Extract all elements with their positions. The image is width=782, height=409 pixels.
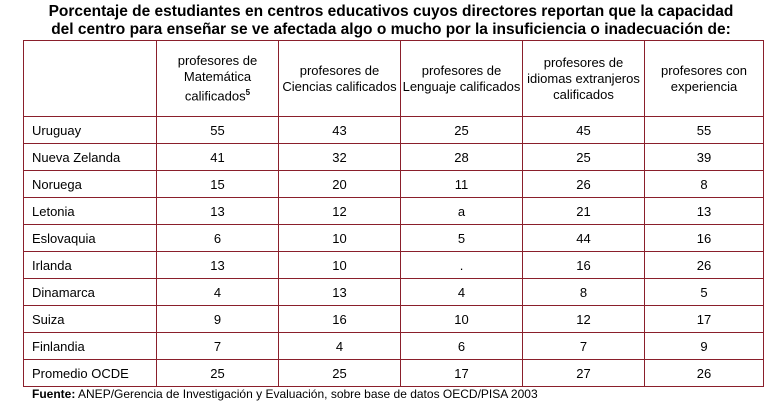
country-cell: Nueva Zelanda [24,144,157,171]
header-cell-science: profesores de Ciencias calificados [279,41,401,117]
value-cell: 5 [645,279,764,306]
value-cell: 13 [279,279,401,306]
value-cell: 21 [523,198,645,225]
value-cell: 55 [157,117,279,144]
table-row [24,279,764,306]
table-row [24,333,764,360]
value-cell: a [401,198,523,225]
value-cell: 4 [157,279,279,306]
country-cell: Uruguay [24,117,157,144]
value-cell: 45 [523,117,645,144]
country-cell: Noruega [24,171,157,198]
source-text: ANEP/Gerencia de Investigación y Evaluación, sobre base de datos OECD/PISA 2003 [75,387,538,401]
header-footnote: 5 [245,87,251,97]
value-cell: 4 [401,279,523,306]
value-cell: 26 [645,360,764,387]
value-cell: 27 [523,360,645,387]
value-cell: 39 [645,144,764,171]
value-cell: 8 [645,171,764,198]
header-row [24,41,764,117]
source-label: Fuente: [32,387,76,401]
value-cell: 17 [645,306,764,333]
value-cell: 16 [523,252,645,279]
value-cell: 5 [401,225,523,252]
value-cell: 11 [401,171,523,198]
value-cell: 55 [645,117,764,144]
value-cell: 17 [401,360,523,387]
value-cell: 16 [645,225,764,252]
value-cell: 20 [279,171,401,198]
header-math-label: profesores de Matemática calificados [177,52,258,104]
value-cell: 26 [645,252,764,279]
table-row [24,117,764,144]
country-cell: Irlanda [24,252,157,279]
value-cell: 13 [645,198,764,225]
value-cell: 25 [157,360,279,387]
value-cell: 25 [401,117,523,144]
header-cell-experience: profesores con experiencia [645,41,764,117]
value-cell: 12 [279,198,401,225]
table-row [24,144,764,171]
data-table [23,40,764,387]
header-cell-language: profesores de Lenguaje calificados [401,41,523,117]
value-cell: 10 [279,225,401,252]
value-cell: 32 [279,144,401,171]
value-cell: 16 [279,306,401,333]
value-cell: 13 [157,198,279,225]
title-line-2: del centro para enseñar se ve afectada algo o mucho por la insuficiencia o inadecuación de: [51,21,731,38]
source-note [32,387,538,401]
value-cell: 15 [157,171,279,198]
value-cell: 10 [401,306,523,333]
table-row [24,171,764,198]
value-cell: 26 [523,171,645,198]
country-cell: Finlandia [24,333,157,360]
table-row [24,198,764,225]
value-cell: 9 [645,333,764,360]
value-cell: 25 [279,360,401,387]
table-row [24,306,764,333]
value-cell: 7 [157,333,279,360]
value-cell: 7 [523,333,645,360]
value-cell: 10 [279,252,401,279]
country-cell: Letonia [24,198,157,225]
country-cell: Promedio OCDE [24,360,157,387]
value-cell: 6 [401,333,523,360]
table-title [0,3,782,39]
country-cell: Suiza [24,306,157,333]
header-cell-empty [24,41,157,117]
value-cell: 4 [279,333,401,360]
value-cell: 25 [523,144,645,171]
header-cell-math [157,41,279,117]
value-cell: 41 [157,144,279,171]
header-cell-foreign-languages: profesores de idiomas extranjeros calificados [523,41,645,117]
title-line-1: Porcentaje de estudiantes en centros educativos cuyos directores reportan que la capacidad [48,3,734,20]
value-cell: . [401,252,523,279]
value-cell: 28 [401,144,523,171]
value-cell: 6 [157,225,279,252]
table-row [24,252,764,279]
table-row [24,360,764,387]
value-cell: 8 [523,279,645,306]
country-cell: Eslovaquia [24,225,157,252]
value-cell: 44 [523,225,645,252]
value-cell: 43 [279,117,401,144]
value-cell: 9 [157,306,279,333]
table-row [24,225,764,252]
country-cell: Dinamarca [24,279,157,306]
value-cell: 13 [157,252,279,279]
value-cell: 12 [523,306,645,333]
